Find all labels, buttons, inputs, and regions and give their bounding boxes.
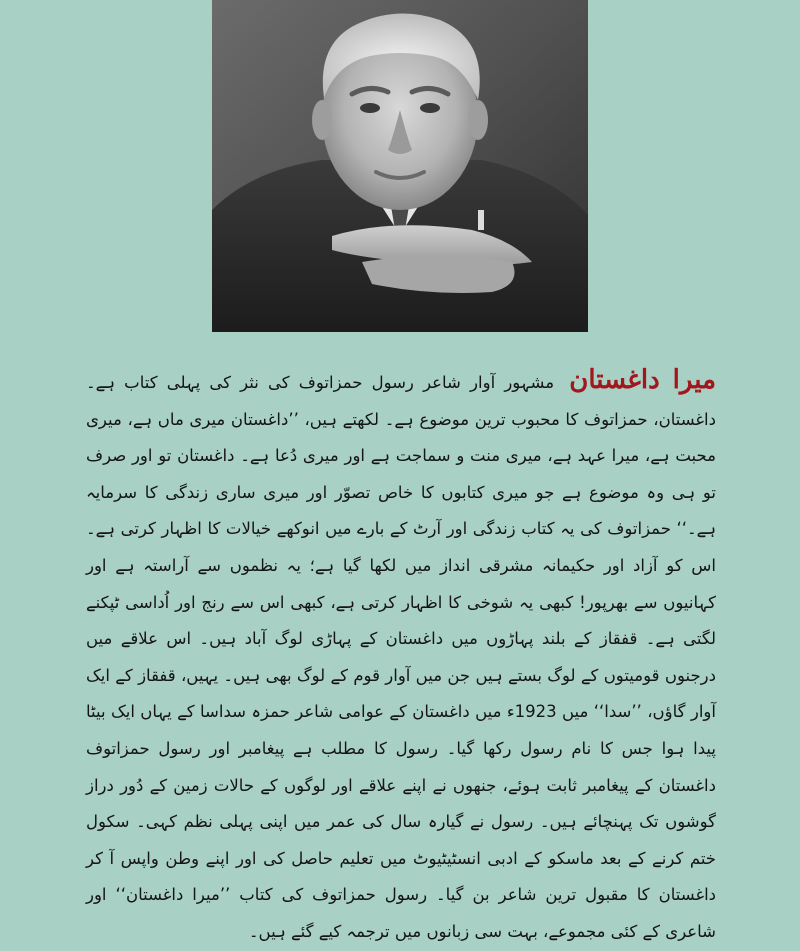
article-title: میرا داغستان <box>569 365 716 395</box>
article <box>86 362 716 951</box>
author-portrait-image <box>212 0 588 332</box>
article-body: مشہور آوار شاعر رسول حمزاتوف کی نثر کی پہلی کتاب ہے۔ داغستان، حمزاتوف کا محبوب ترین موضوع ہے۔ لکھتے ہیں، ’’داغستان میری ماں ہے، میری محبت ہے، میرا عہد ہے، میری منت و سماجت ہے اور میری دُعا ہے۔ داغستان تو اور صرف تو ہی وہ موضوع ہے جو میری کتابوں کا خاص تصوّر اور میری ساری زندگی کا سرمایہ ہے۔‘‘ حمزاتوف کی یہ کتاب زندگی اور آرٹ کے بارے میں انوکھے خیالات کا اظہار کرتی ہے۔ اس کو آزاد اور حکیمانہ مشرقی انداز میں لکھا گیا ہے؛ یہ نظموں سے آراستہ ہے اور کہانیوں سے بھرپور! کبھی یہ شوخی کا اظہار کرتی ہے، کبھی اس سے رنج اور اُداسی ٹپکنے لگتی ہے۔ قفقاز کے بلند پہاڑوں میں داغستان کے پہاڑی لوگ آباد ہیں۔ اس علاقے میں درجنوں قومیتوں کے لوگ بستے ہیں جن میں آوار قوم کے لوگ بھی ہیں۔ یہیں، قفقاز کے ایک آوار گاؤں، ’’سدا‘‘ میں 1923ء میں داغستان کے عوامی شاعر حمزہ سداسا کے یہاں ایک بیٹا پیدا ہوا جس کا نام رسول رکھا گیا۔ رسول کا مطلب ہے پیغامبر اور رسول حمزاتوف داغستان کے پیغامبر ثابت ہوئے، جنھوں نے اپنے علاقے اور لوگوں کے حالات زمین کے دُور دراز گوشوں تک پہنچائے ہیں۔ رسول نے گیارہ سال کی عمر میں اپنی پہلی نظم کہی۔ سکول ختم کرنے کے بعد ماسکو کے ادبی انسٹیٹیوٹ میں تعلیم حاصل کی اور اپنے وطن واپس آ کر داغستان کا مقبول ترین شاعر بن گیا۔ رسول حمزاتوف کی کتاب ’’میرا داغستان‘‘ اور شاعری کے کئی مجموعے، بہت سی زبانوں میں ترجمہ کیے گئے ہیں۔ <box>86 373 716 941</box>
author-portrait <box>212 0 588 332</box>
